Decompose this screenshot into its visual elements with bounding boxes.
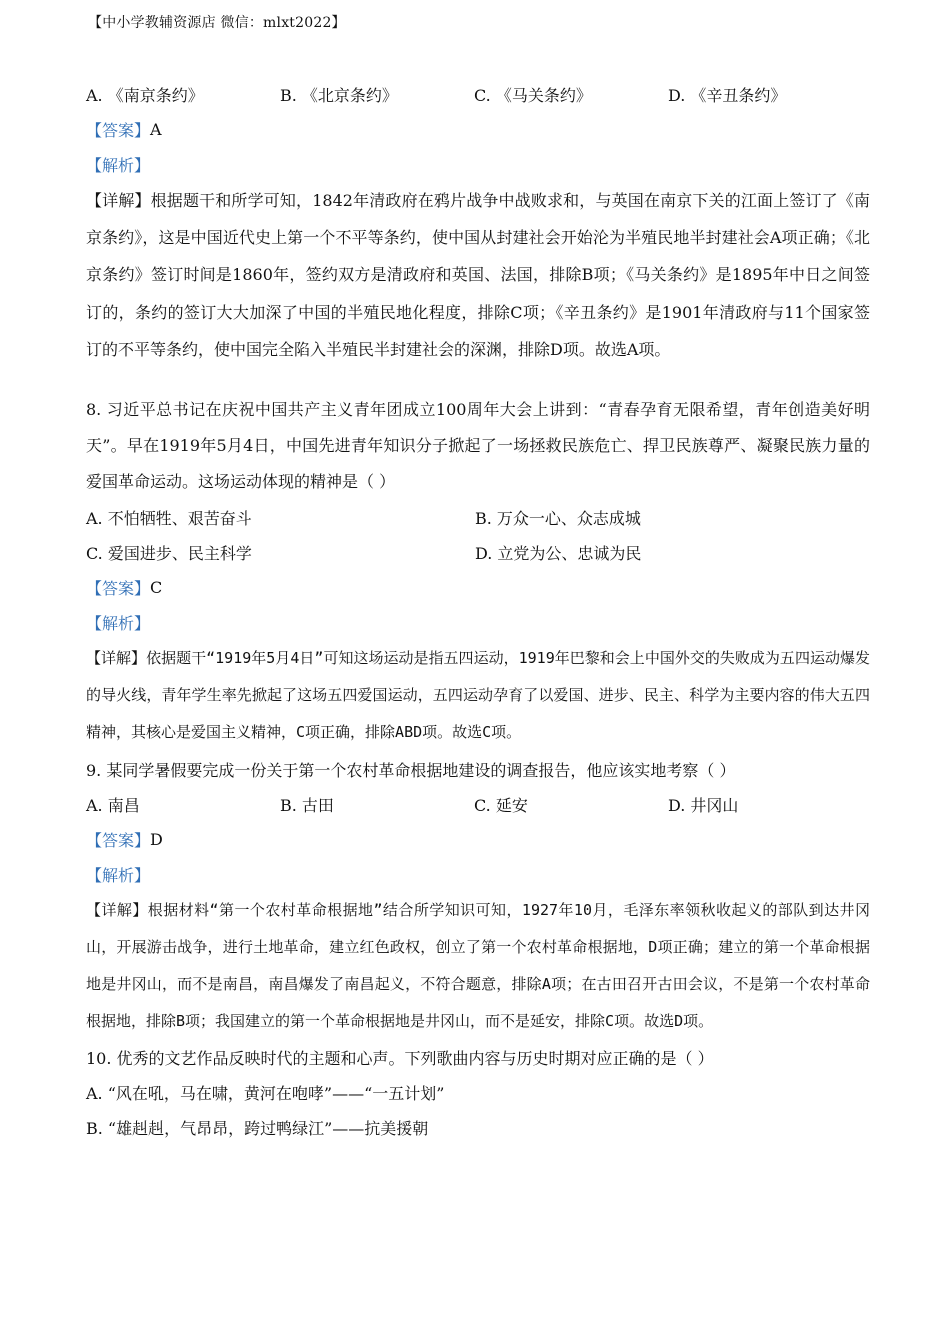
answer-tag: 【答案】	[86, 830, 151, 850]
detail-text: 根据材料“第一个农村革命根据地”结合所学知识可知，1927年10月，毛泽东率领秋收起义的部队到达井冈山，开展游击战争，进行土地革命，建立红色政权，创立了第一个农村革命根据地，D项正确；建立的第一个革命根据地是井冈山，而不是南昌，南昌爆发了南昌起义，不符合题意，排除A项；在古田召开古田会议，不是第一个农村革命根据地，排除B项；我国建立的第一个革命根据地是井冈山，而不是延安，排除C项。故选D项。	[86, 900, 870, 1031]
q9-option-a: A. 南昌	[86, 795, 140, 815]
q7-option-b: B. 《北京条约》	[280, 86, 398, 105]
analysis-tag: 【解析】	[86, 865, 151, 885]
q8-answer	[86, 570, 870, 605]
q8-option-a: A. 不怕牺牲、艰苦奋斗	[86, 509, 252, 529]
q9-answer	[86, 822, 870, 857]
q8-options-row-1	[86, 500, 870, 535]
q9-options	[86, 787, 870, 822]
q9-analysis	[86, 857, 870, 892]
q8-option-b: B. 万众一心、众志成城	[475, 509, 641, 529]
detail-text: 依据题干“1919年5月4日”可知这场运动是指五四运动，1919年巴黎和会上中国外交的失败成为五四运动爆发的导火线，青年学生率先掀起了这场五四爱国运动，五四运动孕育了以爱国、进步、民主、科学为主要内容的伟大五四精神，其核心是爱国主义精神，C项正确，排除ABD项。故选C项。	[86, 649, 870, 742]
q9-option-b: B. 古田	[280, 795, 334, 815]
q7-analysis	[86, 147, 870, 182]
answer-value: D	[150, 829, 163, 849]
q7-option-a: A. 《南京条约》	[86, 86, 204, 105]
q8-option-c: C. 爱国进步、民主科学	[86, 544, 252, 564]
q10-stem: 10. 优秀的文艺作品反映时代的主题和心声。下列歌曲内容与历史时期对应正确的是（ ）	[86, 1049, 714, 1069]
detail-tag: 【详解】	[86, 191, 151, 210]
detail-tag: 【详解】	[86, 900, 148, 919]
q8-detail	[86, 640, 870, 752]
q10-option-a: A. “风在吼，马在啸，黄河在咆哮”——“一五计划”	[86, 1084, 445, 1104]
q7-option-c: C. 《马关条约》	[474, 86, 592, 105]
q10-option-b: B. “雄赳赳，气昂昂，跨过鸭绿江”——抗美援朝	[86, 1119, 429, 1139]
answer-value: C	[150, 578, 163, 598]
detail-text: 根据题干和所学可知，1842年清政府在鸦片战争中战败求和，与英国在南京下关的江面上签订了《南京条约》，这是中国近代史上第一个不平等条约，使中国从封建社会开始沦为半殖民地半封建社会A项正确；《北京条约》签订时间是1860年，签约双方是清政府和英国、法国，排除B项；《马关条约》是1895年中日之间签订的，条约的签订大大加深了中国的半殖民地化程度，排除C项；《辛丑条约》是1901年清政府与11个国家签订的不平等条约，使中国完全陷入半殖民半封建社会的深渊，排除D项。故选A项。	[86, 191, 870, 359]
q7-detail	[86, 182, 870, 368]
answer-tag: 【答案】	[86, 579, 151, 599]
detail-tag: 【详解】	[86, 649, 147, 668]
q9-detail	[86, 892, 870, 1041]
spacer	[86, 368, 870, 392]
answer-value: A	[150, 120, 162, 139]
q8-options-row-2	[86, 535, 870, 570]
q8-analysis	[86, 605, 870, 640]
analysis-tag: 【解析】	[86, 614, 151, 634]
q9-option-c: C. 延安	[474, 795, 528, 815]
q9-stem: 9. 某同学暑假要完成一份关于第一个农村革命根据地建设的调查报告，他应该实地考察（ ）	[86, 760, 736, 780]
q8-option-d: D. 立党为公、忠诚为民	[475, 544, 642, 564]
page-header-watermark: 【中小学教辅资源店 微信：mlxt2022】	[88, 15, 346, 31]
q7-option-d: D. 《辛丑条约》	[668, 86, 787, 105]
q8-stem: 8. 习近平总书记在庆祝中国共产主义青年团成立100周年大会上讲到：“青春孕育无限希望，青年创造美好明天”。早在1919年5月4日，中国先进青年知识分子掀起了一场拯救民族危亡、捍卫民族尊严、凝聚民族力量的爱国革命运动。这场运动体现的精神是（ ）	[86, 400, 870, 492]
document-content	[86, 77, 870, 1145]
q7-options	[86, 77, 870, 112]
q7-answer	[86, 112, 870, 147]
analysis-tag: 【解析】	[86, 156, 151, 175]
q9-option-d: D. 井冈山	[668, 795, 739, 815]
answer-tag: 【答案】	[86, 121, 151, 140]
